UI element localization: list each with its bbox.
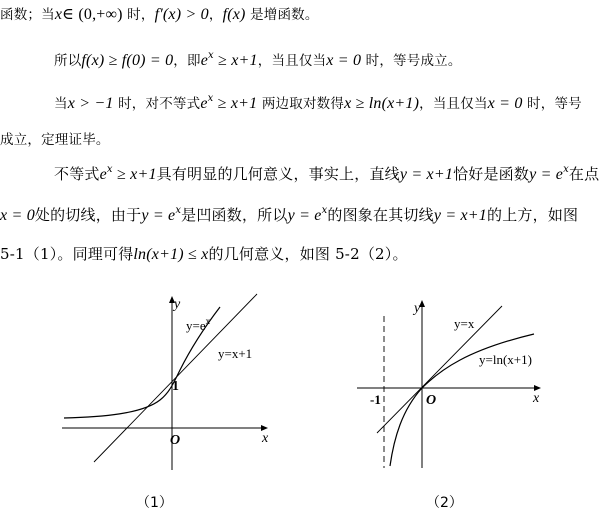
- text-line-5: [54, 163, 599, 184]
- y-axis-label: y: [174, 297, 181, 312]
- text: ，当且仅当: [257, 53, 327, 69]
- x-axis-label: x: [262, 431, 269, 446]
- text: 当: [54, 96, 68, 112]
- text: 不等式: [54, 165, 100, 183]
- figure-2-caption: （2）: [426, 495, 463, 511]
- text-line-1: [0, 3, 319, 24]
- text: 时，等号成立。: [361, 53, 462, 69]
- math: y = x+1: [433, 207, 488, 224]
- text: 恰好是函数: [453, 165, 530, 183]
- text: 时，等号: [522, 96, 582, 112]
- math: y = e: [287, 207, 322, 224]
- math: f(x): [222, 6, 246, 23]
- math: f(x) ≥ f(0) = 0: [81, 52, 174, 69]
- origin-label: O: [426, 393, 437, 408]
- text-line-6: [0, 204, 578, 225]
- text: 所以: [54, 53, 82, 69]
- text: 两边取对数得: [257, 96, 345, 112]
- math: ∈ (0,+∞): [62, 6, 123, 23]
- figure-1-exp-graph: [62, 292, 282, 472]
- text-line-3: [54, 92, 582, 113]
- text: 在点: [568, 165, 600, 183]
- math: x ≥ ln(x+1): [344, 95, 420, 112]
- math-sup: x: [106, 164, 113, 175]
- text: 是增函数。: [245, 7, 319, 23]
- text: ，: [208, 7, 223, 23]
- math-sup: x: [207, 93, 214, 104]
- tick-minus-1-label: -1: [370, 392, 381, 407]
- math: y = e: [529, 166, 564, 183]
- math-sup: x: [175, 205, 182, 216]
- math: x > −1: [67, 95, 114, 112]
- text: 时，对不等式: [113, 96, 201, 112]
- math: x: [54, 6, 63, 23]
- text: 处的切线，由于: [34, 206, 142, 224]
- figure-1-caption: （1）: [136, 495, 173, 511]
- math: x = 0: [326, 52, 362, 69]
- text-line-7: [0, 243, 408, 264]
- math-sup: x: [563, 164, 569, 175]
- tick-1-label: 1: [172, 379, 179, 394]
- y-axis-label: y: [414, 301, 421, 316]
- text: ，当且仅当: [419, 96, 488, 112]
- text-line-4: [0, 128, 110, 148]
- line-y-eq-x-label: y=x: [454, 316, 475, 331]
- text: 的图象在其切线: [327, 206, 434, 224]
- math: x = 0: [487, 95, 523, 112]
- math-sup: x: [208, 50, 214, 61]
- x-axis-label: x: [533, 391, 540, 406]
- math: y = x+1: [399, 166, 454, 183]
- math: ln(x+1) ≤ x: [133, 246, 209, 263]
- math: e: [99, 166, 107, 183]
- math: y = e: [141, 207, 176, 224]
- figure-2-ln-graph: [352, 298, 552, 473]
- origin-label: O: [170, 433, 181, 448]
- text: 的上方，如图: [487, 206, 579, 224]
- math-sup: x: [321, 205, 328, 216]
- text: 的几何意义，如图 5-2（2）。: [208, 245, 408, 263]
- math: ≥ x+1: [213, 52, 258, 69]
- math: ≥ x+1: [213, 95, 258, 112]
- math: f′(x) > 0: [154, 6, 209, 23]
- text: 是凹函数，所以: [181, 206, 288, 224]
- math: e: [200, 52, 209, 69]
- text: 5-1（1）。同理可得: [0, 245, 134, 263]
- math: ≥ x+1: [112, 166, 157, 183]
- math: x = 0: [0, 207, 35, 224]
- line-y-eq-x: [377, 306, 502, 433]
- text: ，即: [173, 53, 201, 69]
- text: 成立，定理证毕。: [0, 132, 110, 148]
- text: 具有明显的几何意义，事实上，直线: [156, 165, 400, 183]
- text: 函数；当: [0, 7, 55, 23]
- tangent-line-label: y=x+1: [218, 346, 253, 361]
- text: 时，: [122, 7, 155, 23]
- text-line-2: [54, 49, 462, 70]
- ln-curve-label: y=ln(x+1): [479, 352, 532, 367]
- math: e: [200, 95, 208, 112]
- exp-curve-label: $y=e^x$: [186, 316, 211, 333]
